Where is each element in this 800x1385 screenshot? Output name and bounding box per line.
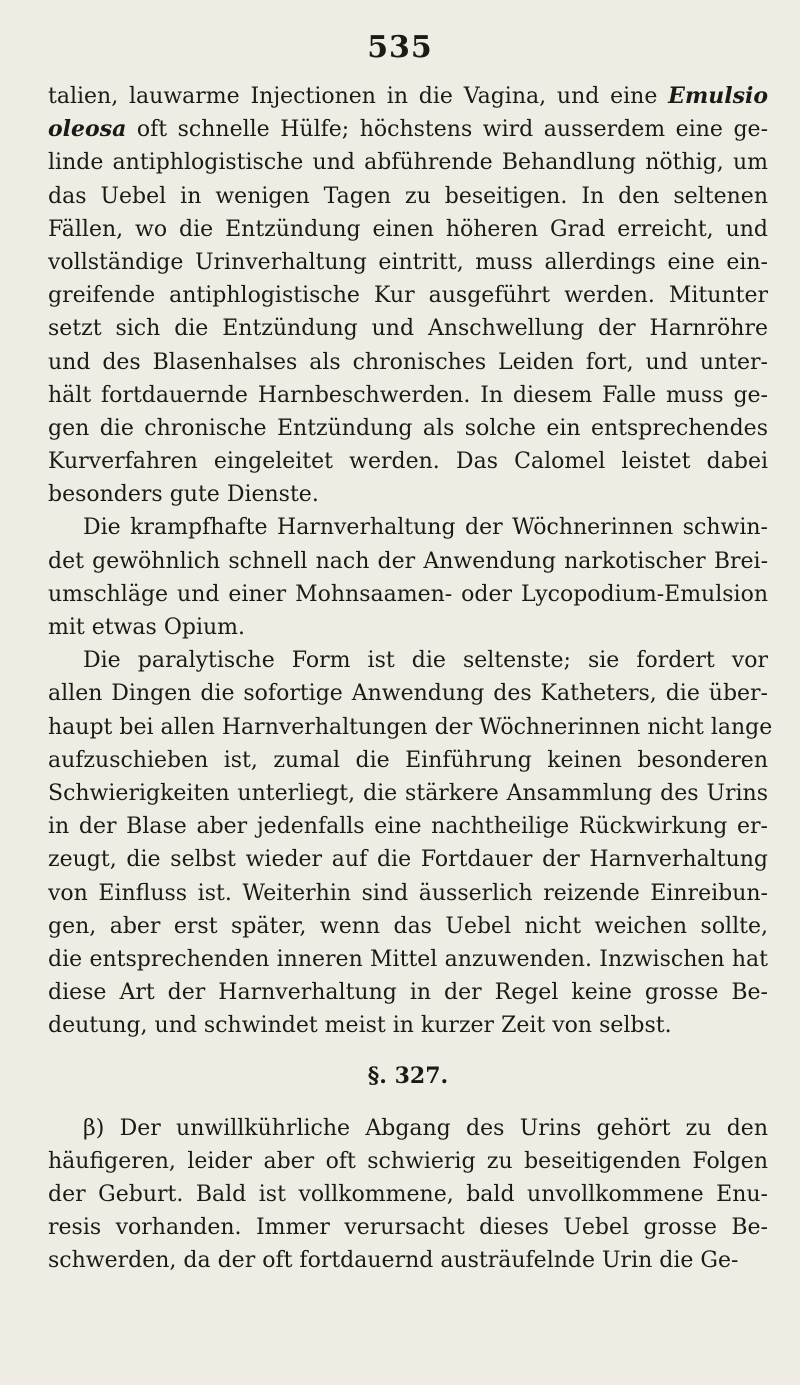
text-line: Die paralytische Form ist die seltenste; sie fordert vor (83, 648, 768, 674)
text-line: resis vorhanden. Immer verursacht dieses Uebel grosse Be- (48, 1215, 768, 1241)
text-line: das Uebel in wenigen Tagen zu beseitigen. In den seltenen (48, 183, 768, 209)
text-line: talien, lauwarme Injectionen in die Vagina, und eine Emulsio (48, 83, 768, 109)
text-line: vollständige Urinverhaltung eintritt, muss allerdings eine ein- (48, 249, 768, 275)
paragraph (48, 1112, 768, 1278)
text-line: setzt sich die Entzündung und Anschwellung der Harnröhre (48, 316, 768, 342)
text-line: schwerden, da der oft fortdauernd austräufelnde Urin die Ge- (48, 1248, 739, 1274)
text-line: der Geburt. Bald ist vollkommene, bald unvollkommene Enu- (48, 1182, 768, 1207)
paragraph (48, 511, 768, 644)
text-line: aufzuschieben ist, zumal die Einführung keinen besonderen (48, 747, 768, 773)
section-heading: §. 327. (367, 1063, 449, 1090)
text-line: greifende antiphlogistische Kur ausgeführt werden. Mitunter (48, 283, 768, 309)
text-line: Schwierigkeiten unterliegt, die stärkere Ansammlung des Urins (48, 780, 768, 806)
text-line: hält fortdauernde Harnbeschwerden. In diesem Falle muss ge- (48, 382, 768, 408)
text-line: allen Dingen die sofortige Anwendung des Katheters, die über- (48, 681, 768, 707)
text-line: oleosa oft schnelle Hülfe; höchstens wird ausserdem eine ge- (48, 116, 768, 143)
text-line: von Einfluss ist. Weiterhin sind äusserlich reizende Einreibun- (48, 880, 768, 906)
body-text (48, 80, 773, 1278)
text-line: besonders gute Dienste. (48, 482, 319, 508)
text-line: zeugt, die selbst wieder auf die Fortdauer der Harnverhaltung (48, 847, 768, 873)
text-line: deutung, und schwindet meist in kurzer Zeit von selbst. (48, 1013, 672, 1039)
text-line: haupt bei allen Harnverhaltungen der Wöchnerinnen nicht lange (48, 714, 773, 740)
italic-term: oleosa (48, 116, 127, 143)
text-line: häufigeren, leider aber oft schwierig zu beseitigenden Folgen (48, 1148, 768, 1174)
text-line: linde antiphlogistische und abführende Behandlung nöthig, um (48, 150, 768, 176)
text-line: mit etwas Opium. (48, 615, 246, 640)
paragraph (48, 644, 773, 1042)
text-line: Die krampfhafte Harnverhaltung der Wöchnerinnen schwin- (83, 515, 768, 541)
paragraph (48, 80, 768, 511)
text-line: gen die chronische Entzündung als solche ein entsprechendes (48, 415, 768, 441)
text-line: β) Der unwillkührliche Abgang des Urins gehört zu den (83, 1115, 768, 1141)
text-line: umschläge und einer Mohnsaamen- oder Lycopodium-Emulsion (48, 581, 768, 607)
italic-term: Emulsio (668, 83, 768, 109)
text-line: und des Blasenhalses als chronisches Leiden fort, und unter- (48, 349, 768, 375)
text-line: det gewöhnlich schnell nach der Anwendung narkotischer Brei- (48, 548, 768, 574)
text-line: diese Art der Harnverhaltung in der Regel keine grosse Be- (48, 980, 768, 1006)
text-line: die entsprechenden inneren Mittel anzuwenden. Inzwischen hat (48, 946, 768, 972)
text-line: gen, aber erst später, wenn das Uebel nicht weichen sollte, (48, 913, 768, 939)
text-line: Kurverfahren eingeleitet werden. Das Calomel leistet dabei (48, 449, 768, 475)
page-number: 535 (367, 30, 433, 65)
text-line: in der Blase aber jedenfalls eine nachtheilige Rückwirkung er- (48, 814, 768, 840)
text-line: Fällen, wo die Entzündung einen höheren Grad erreicht, und (48, 216, 768, 242)
